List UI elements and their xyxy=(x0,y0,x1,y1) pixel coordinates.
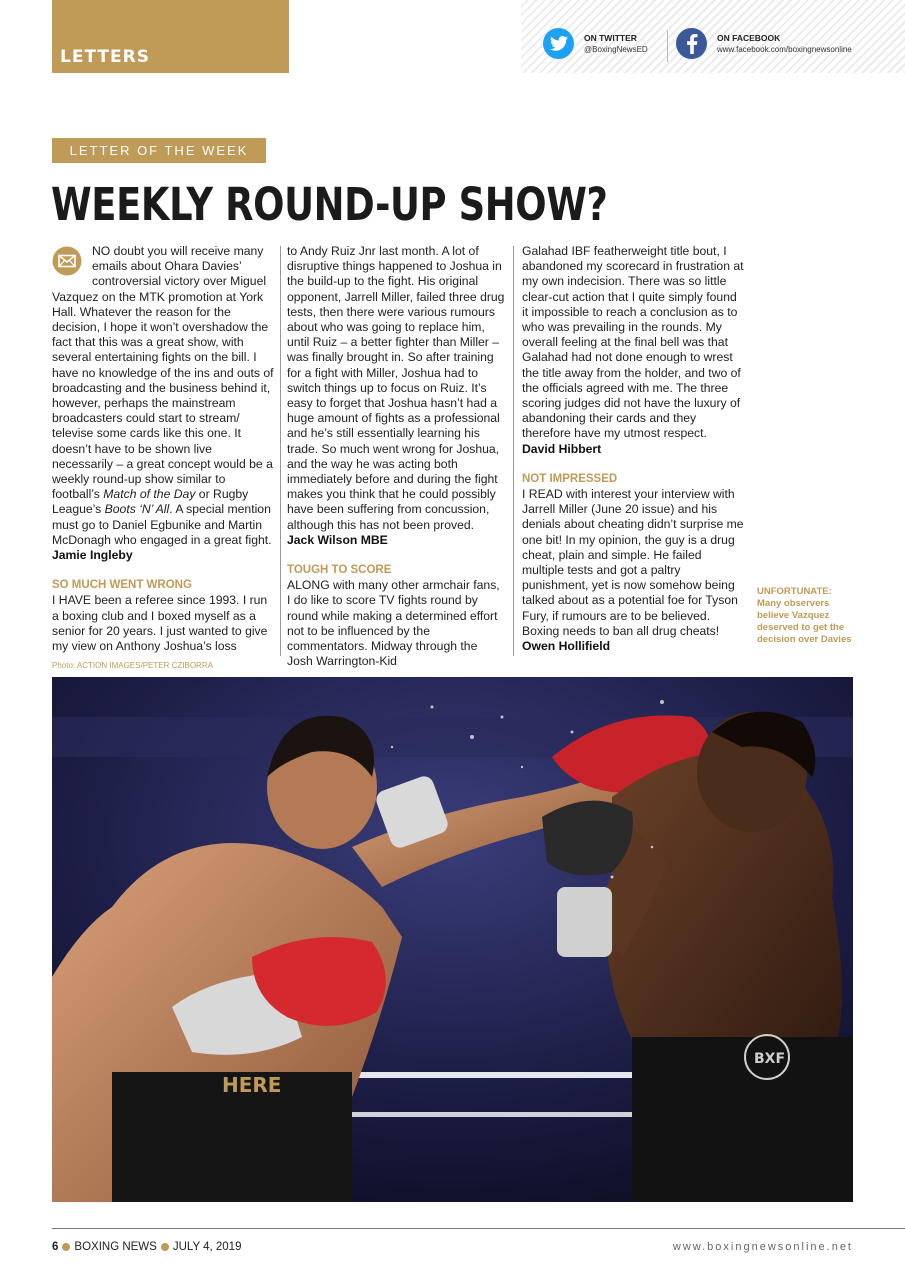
boxing-photo xyxy=(52,677,853,1202)
facebook-label: ON FACEBOOK xyxy=(717,32,781,43)
facebook-url[interactable]: www.facebook.com/boxingnewsonline xyxy=(717,44,852,54)
envelope-icon xyxy=(52,246,82,276)
footer-left xyxy=(52,1241,241,1253)
footer-dot xyxy=(62,1243,70,1251)
facebook-icon[interactable] xyxy=(676,28,707,59)
letter-2-body-part1: I HAVE been a referee since 1993. I run a boxing club and I boxed myself as a senior for 20 years. I just wanted to give my view on Anthony Joshua’s loss xyxy=(52,593,268,654)
letter-4-title: NOT IMPRESSED xyxy=(522,472,618,485)
letter-1-text-b: or Rugby League’s xyxy=(52,487,249,517)
letter-3-body-part1: ALONG with many other armchair fans, I do like to score TV fights round by round while making a determined effort not to be influenced by the commentators. Midway through the Josh Warrington-Kid xyxy=(287,578,500,669)
letter-2-title: SO MUCH WENT WRONG xyxy=(52,579,192,592)
column-divider xyxy=(513,246,514,656)
facebook-block[interactable] xyxy=(676,28,852,59)
letter-2-signature: Jack Wilson MBE xyxy=(287,532,388,547)
letter-3-body-part2: Galahad IBF featherweight title bout, I abandoned my scorecard in frustration at my own indecision. There was so little clear-cut action that I quite simply found it impossible to reach a conclusion as to who was prevailing in the rounds. My overall feeling at the final bell was that Galahad had not done enough to wrest the title away from the holder, and two of the officials agreed with me. The three scoring judges did not have the luxury of abandoning their cards and they therefore have my utmost respect. xyxy=(522,244,744,441)
twitter-label: ON TWITTER xyxy=(584,32,637,43)
photo-credit: Photo: ACTION IMAGES/PETER CZIBORRA xyxy=(52,661,213,670)
letter-1-italic-2: Boots ‘N’ All xyxy=(104,502,170,517)
letter-2-body-part2: to Andy Ruiz Jnr last month. A lot of disruptive things happened to Joshua in the build-up to the fight. His original opponent, Jarrell Miller, failed three drug tests, then there were various rumours about who was going to replace him, until Ruiz – a better fighter than Miller – was finally brought in. So after training for a fight with Miller, Joshua had to switch things up to focus on Ruiz. It’s easy to forget that Joshua hasn’t had a huge amount of fights as a professional and he’s still essentially learning his trade. So much went wrong for Joshua, and the way he was acting both immediately before and during the fight makes you think that he could possibly have been suffering from concussion, although this has not been proved. xyxy=(287,244,505,532)
social-divider xyxy=(667,30,668,62)
letter-1-signature: Jamie Ingleby xyxy=(52,548,133,563)
footer-dot xyxy=(161,1243,169,1251)
letter-4-body: I READ with interest your interview with Jarrell Miller (June 20 issue) and his denials about cheating didn’t surprise me one bit! In my opinion, the guy is a drug cheat, plain and simple. He failed multiple tests and got a paltry punishment, yet is now somehow being talked about as a potential foe for Tyson Fury, if rumours are to be believed. Boxing needs to ban all drug cheats! xyxy=(522,487,744,638)
letter-1-body xyxy=(52,244,274,548)
letter-1-italic-1: Match of the Day xyxy=(103,487,196,502)
svg-text:BXF: BXF xyxy=(754,1051,786,1067)
publication-name: BOXING NEWS xyxy=(74,1241,157,1253)
letter-1-text-a: NO doubt you will receive many emails about Ohara Davies’ controversial victory over Miguel Vazquez on the MTK promotion at York Hall. Whatever the reason for the decision, I hope it won’t overshadow the fact that this was a great show, with several entertaining fights on the bill. I have no knowledge of the ins and outs of broadcasting and the business behind it, however, perhaps the mainstream broadcasters could start to stream/ televise some cards like this one. It doesn’t have to be shown live necessarily – a great concept would be a weekly round-up show similar to football’s xyxy=(52,244,274,502)
column-3 xyxy=(522,244,744,654)
section-tab xyxy=(52,0,289,73)
letter-1-text-c: . A special mention must go to Daniel Egbunike and Martin McDonagh who engaged in a great fight. xyxy=(52,502,272,547)
issue-date: JULY 4, 2019 xyxy=(172,1241,242,1253)
footer-website[interactable]: www.boxingnewsonline.net xyxy=(672,1241,853,1253)
footer-line xyxy=(52,1228,905,1229)
letter-4-signature: Owen Hollifield xyxy=(522,639,611,654)
letter-3-signature: David Hibbert xyxy=(522,441,602,456)
twitter-handle[interactable]: @BoxingNewsED xyxy=(584,44,648,54)
letter-3-title: TOUGH TO SCORE xyxy=(287,564,392,577)
svg-text:HERE: HERE xyxy=(222,1073,282,1097)
photo-caption: UNFORTUNATE: Many observers believe Vazquez deserved to get the decision over Davies xyxy=(757,586,852,645)
column-1 xyxy=(52,244,274,654)
column-2 xyxy=(287,244,506,669)
section-title: LETTERS xyxy=(60,47,150,67)
column-divider xyxy=(280,246,281,656)
twitter-block[interactable] xyxy=(543,28,648,59)
twitter-icon[interactable] xyxy=(543,28,574,59)
headline: WEEKLY ROUND-UP SHOW? xyxy=(51,178,608,231)
page-number: 6 xyxy=(52,1241,59,1253)
letter-of-the-week-label: LETTER OF THE WEEK xyxy=(52,138,266,163)
